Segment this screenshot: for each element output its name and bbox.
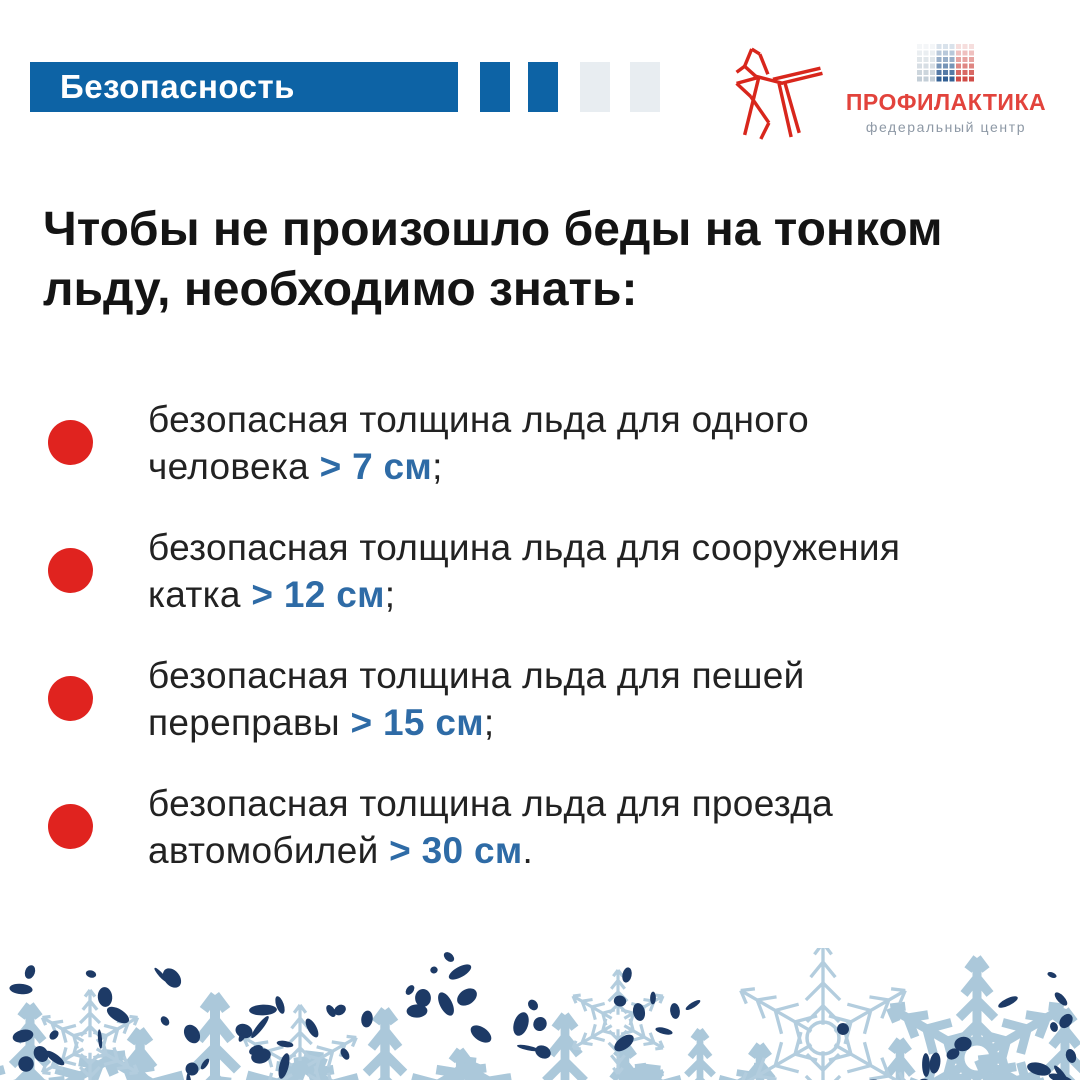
list-item-text xyxy=(148,780,1058,874)
deco-bar-2 xyxy=(528,62,558,112)
item-line1: безопасная толщина льда для одного xyxy=(148,399,810,440)
item-value: > 30 см xyxy=(389,830,523,871)
brand-logo xyxy=(840,44,1052,135)
bullet-dot xyxy=(48,676,93,721)
page-title-line1: Чтобы не произошло беды на тонком xyxy=(43,203,943,256)
list-item-text xyxy=(148,524,1058,618)
pixel-grid-icon xyxy=(917,44,975,82)
list-item xyxy=(0,396,1080,496)
page-title-line2: льду, необходимо знать: xyxy=(43,263,638,316)
list-item-text xyxy=(148,396,1058,490)
brand-subtitle: федеральный центр xyxy=(865,119,1027,135)
item-prefix: переправы xyxy=(148,702,351,743)
item-line1: безопасная толщина льда для проезда xyxy=(148,783,833,824)
item-prefix: человека xyxy=(148,446,320,487)
deco-bar-4 xyxy=(630,62,660,112)
section-banner-label: Безопасность xyxy=(60,68,295,105)
brand-name: ПРОФИЛАКТИКА xyxy=(845,89,1047,115)
bullet-dot xyxy=(48,548,93,593)
item-suffix: . xyxy=(522,830,534,871)
section-banner xyxy=(30,62,458,112)
item-suffix: ; xyxy=(483,702,495,743)
bullet-dot xyxy=(48,420,93,465)
item-suffix: ; xyxy=(432,446,443,487)
snowflakes-decoration xyxy=(0,948,1080,1080)
item-suffix: ; xyxy=(384,574,396,615)
item-prefix: автомобилей xyxy=(148,830,390,871)
list-item xyxy=(0,780,1080,880)
page-title xyxy=(43,200,1053,320)
list-item-text xyxy=(148,652,1058,746)
item-value: > 15 см xyxy=(350,702,484,743)
item-line1: безопасная толщина льда для сооружения xyxy=(148,527,901,568)
deco-bar-1 xyxy=(480,62,510,112)
list-item xyxy=(0,524,1080,624)
item-prefix: катка xyxy=(148,574,252,615)
bullet-dot xyxy=(48,804,93,849)
item-value: > 7 см xyxy=(319,446,433,487)
horse-logo-icon xyxy=(722,46,834,142)
item-line1: безопасная толщина льда для пешей xyxy=(148,655,805,696)
deco-bar-3 xyxy=(580,62,610,112)
item-value: > 12 см xyxy=(251,574,385,615)
list-item xyxy=(0,652,1080,752)
